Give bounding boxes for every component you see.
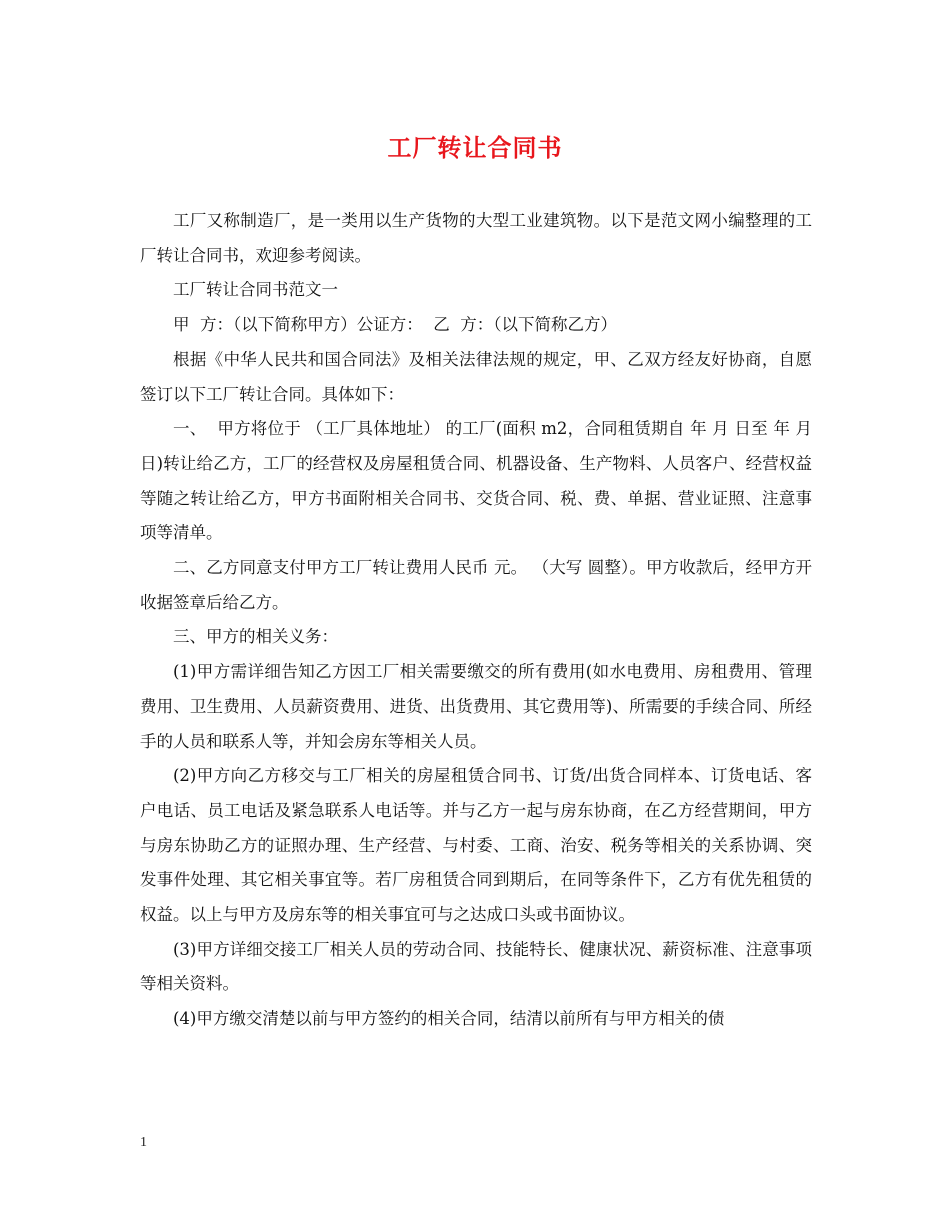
- parties-line: 甲 方：（以下简称甲方）公证方： 乙 方：（以下简称乙方）: [173, 315, 617, 335]
- clause-3-heading: 三、甲方的相关义务：: [173, 627, 338, 647]
- clause-3-item-4: (4)甲方缴交清楚以前与甲方签约的相关合同，结清以前所有与甲方相关的债: [173, 1009, 725, 1029]
- document-title: 工厂转让合同书: [387, 133, 563, 162]
- clause-2: 二、乙方同意支付甲方工厂转让费用人民币 元。 （大写 圆整）。甲方收款后，经甲方开收据签章后给乙方。: [140, 558, 812, 612]
- clause-1: 一、 甲方将位于 （工厂具体地址） 的工厂(面积 m2，合同租赁期自 年 月 日至 年 月 日)转让给乙方，工厂的经营权及房屋租赁合同、机器设备、生产物料、人员客户、经营权益等随之转让给乙方，甲方书面附相关合同书、交货合同、税、费、单据、营业证照、注意事项等清单。: [140, 419, 818, 543]
- legal-basis-paragraph: 根据《中华人民共和国合同法》及相关法律法规的规定，甲、乙双方经友好协商，自愿签订以下工厂转让合同。具体如下：: [140, 349, 812, 404]
- clause-3-item-1: (1)甲方需详细告知乙方因工厂相关需要缴交的所有费用(如水电费用、房租费用、管理费用、卫生费用、人员薪资费用、进货、出货费用、其它费用等)、所需要的手续合同、所经手的人员和联系人等，并知会房东等相关人员。: [140, 662, 812, 751]
- document-body: [140, 204, 818, 1037]
- intro-paragraph: 工厂又称制造厂，是一类用以生产货物的大型工业建筑物。以下是范文网小编整理的工厂转让合同书，欢迎参考阅读。: [140, 211, 812, 265]
- sample-heading: 工厂转让合同书范文一: [173, 280, 338, 300]
- page-number: 1: [140, 1135, 147, 1150]
- clause-3-item-2: (2)甲方向乙方移交与工厂相关的房屋租赁合同书、订货/出货合同样本、订货电话、客户电话、员工电话及紧急联系人电话等。并与乙方一起与房东协商，在乙方经营期间，甲方与房东协助乙方的证照办理、生产经营、与村委、工商、治安、税务等相关的关系协调、突发事件处理、其它相关事宜等。若厂房租赁合同到期后，在同等条件下，乙方有优先租赁的权益。以上与甲方及房东等的相关事宜可与之达成口头或书面协议。: [140, 766, 812, 925]
- clause-3-item-3: (3)甲方详细交接工厂相关人员的劳动合同、技能特长、健康状况、薪资标准、注意事项等相关资料。: [140, 939, 812, 994]
